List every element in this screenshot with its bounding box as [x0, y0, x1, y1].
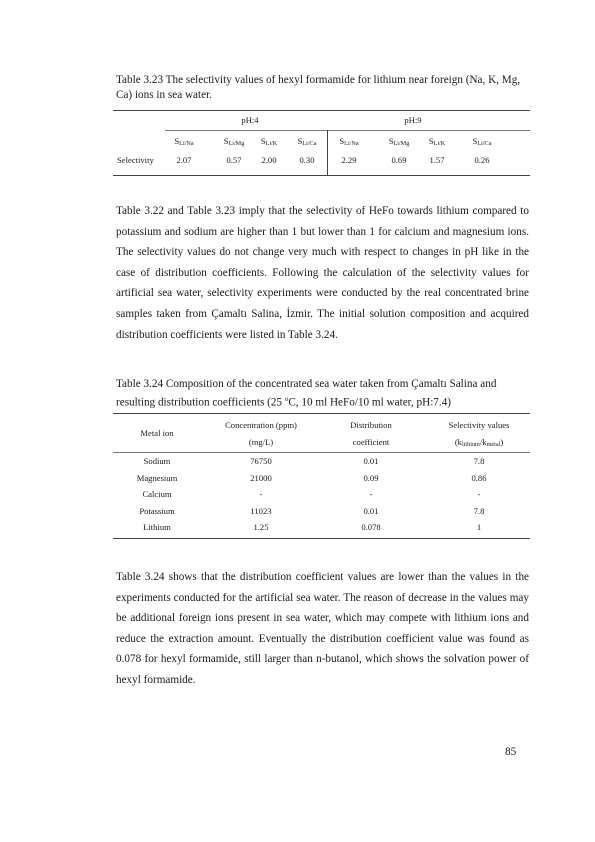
table-cell-sel: 7.8: [473, 456, 485, 466]
table-cell-conc: 76750: [250, 456, 272, 466]
col-header-selectivity-ratio: (klithium/kmetal): [454, 437, 504, 448]
table-cell-dist: 0.09: [363, 472, 379, 483]
table-cell-conc: 21000: [250, 472, 272, 483]
table-cell-sel: 0.86: [471, 472, 487, 483]
table-cell-conc: 11023: [250, 505, 272, 516]
table-3-23-top-rule: [113, 110, 530, 111]
table-3-23-value-cell: 0.69: [391, 155, 407, 165]
table-cell-conc: 1.25: [253, 522, 269, 533]
table-3-23-header-cell: SLi/Na: [174, 136, 194, 147]
table-3-24-header-rule: [113, 452, 530, 453]
table-3-24-caption: Table 3.24 Composition of the concentrated sea water taken from Çamaltı Salina and resulting distribution coefficients (25 $^o$C, 10 ml HeFo/10 ml water, pH:7.4): [116, 378, 497, 409]
table-cell-metal: Calcium: [142, 489, 172, 500]
table-3-23-group-ph9: pH:9: [404, 115, 422, 125]
table-3-23-value-cell: 2.29: [341, 155, 357, 165]
table-cell-sel: -: [477, 489, 481, 500]
col-header-concentration-unit: (mg/L): [248, 437, 274, 447]
col-header-metal-ion: Metal ion: [140, 428, 174, 438]
table-cell-metal: Lithium: [143, 522, 171, 533]
paragraph-2: Table 3.24 shows that the distribution coefficient values are lower than the values in the experiments conducted for the artificial sea water. The reason of decrease in the values may be additional foreign ions present in sea water, which may compete with lithium ions and reduce the extraction amount. Eventually the distribution coefficient value was found as 0.078 for hexyl formamide, still larger than n-butanol, which shows the solvation power of hexyl formamide.: [116, 571, 529, 686]
table-3-23-caption: Table 3.23 The selectivity values of hexyl formamide for lithium near foreign (Na, K, Mg, Ca) ions in sea water.: [116, 74, 521, 101]
table-3-23-header-cell: SLi/K: [260, 136, 278, 147]
table-3-23-header-cell: SLi/Mg: [223, 136, 245, 147]
table-3-23-value-cell: 0.30: [299, 155, 315, 165]
table-cell-metal: Magnesium: [136, 472, 178, 483]
table-3-23-value-cell: 0.57: [226, 155, 242, 165]
table-cell-sel: 7.8: [473, 505, 485, 516]
table-cell-conc: -: [259, 489, 263, 500]
table-3-23-header-cell: SLi/Ca: [472, 136, 492, 147]
table-3-23-group-ph4: pH:4: [241, 115, 259, 125]
table-cell-dist: 0.01: [363, 505, 379, 516]
col-header-distribution: Distribution: [350, 420, 392, 430]
table-3-23-header-cell: SLi/Ca: [297, 136, 317, 147]
col-header-coefficient: coefficient: [352, 437, 390, 447]
table-3-23-value-cell: 0.26: [474, 155, 490, 165]
table-3-24-bottom-rule: [113, 538, 530, 539]
table-3-23-row-label: Selectivity: [117, 155, 154, 165]
table-3-24-top-rule: [113, 413, 530, 414]
table-3-23-header-cell: SLi/Na: [339, 136, 359, 147]
col-header-concentration: Concentration (ppm): [225, 420, 297, 430]
col-header-selectivity: Selectivity values: [448, 420, 510, 430]
table-3-23-value-cell: 2.07: [176, 155, 192, 165]
table-cell-metal: Potassium: [139, 505, 175, 516]
table-cell-sel: 1: [476, 522, 482, 533]
table-cell-dist: 0.078: [361, 522, 381, 533]
paragraph-1: Table 3.22 and Table 3.23 imply that the selectivity of HeFo towards lithium compared to potassium and sodium are higher than 1 but lower than 1 for calcium and magnesium ions. The selectivity values do not change very much with respect to changes in pH like in the case of distribution coefficients. Following the calculation of the selectivity values for artificial sea water, selectivity experiments were conducted by the real concentrated brine samples taken from Çamaltı Salina, İzmir. The initial solution composition and acquired distribution coefficients were listed in Table 3.24.: [116, 205, 529, 341]
table-3-23-bottom-rule: [113, 175, 530, 176]
table-3-23-header-cell: SLi/K: [428, 136, 446, 147]
table-3-23-value-cell: 1.57: [429, 155, 445, 165]
table-3-23-value-cell: 2.00: [261, 155, 277, 165]
table-3-23-header-cell: SLi/Mg: [388, 136, 410, 147]
table-cell-dist: -: [369, 489, 373, 500]
table-3-23-group-rule: [165, 130, 530, 131]
table-cell-metal: Sodium: [143, 456, 171, 466]
page-number: 85: [505, 746, 517, 758]
table-cell-dist: 0.01: [363, 456, 379, 466]
